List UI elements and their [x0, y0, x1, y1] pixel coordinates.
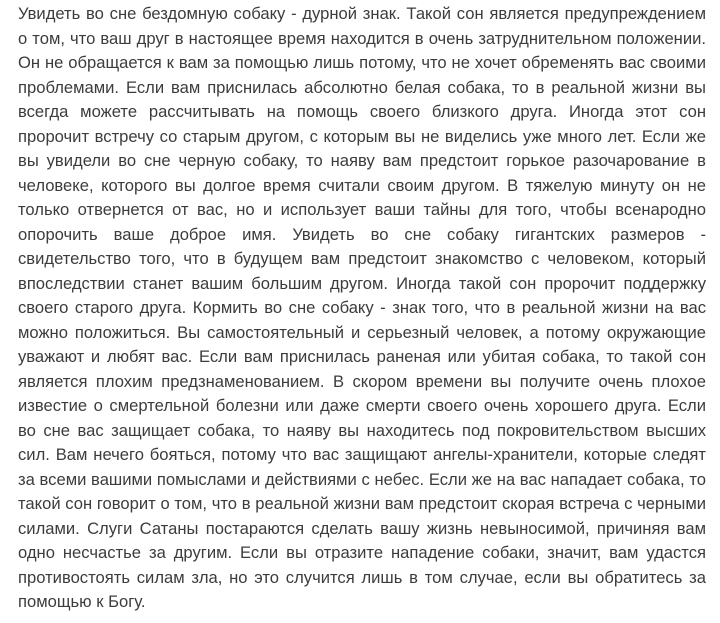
body-paragraph: Увидеть во сне бездомную собаку - дурной знак. Такой сон является предупреждением о том, что ваш друг в настоящее время находится в очень затруднительном положении. Он не обращается к вам за помощью лишь потому, что не хочет обременять вас своими проблемами. Если вам приснилась абсолютно белая собака, то в реальной жизни вы всегда можете рассчитывать на помощь своего близкого друга. Иногда этот сон пророчит встречу со старым другом, с которым вы не виделись уже много лет. Если же вы увидели во сне черную собаку, то наяву вам предстоит горькое разочарование в человеке, которого вы долгое время считали своим другом. В тяжелую минуту он не только отвернется от вас, но и использует ваши тайны для того, чтобы всенародно опорочить ваше доброе имя. Увидеть во сне собаку гигантских размеров - свидетельство того, что в будущем вам предстоит знакомство с человеком, который впоследствии станет вашим большим другом. Иногда такой сон пророчит поддержку своего старого друга. Кормить во сне собаку - знак того, что в реальной жизни на вас можно положиться. Вы самостоятельный и серьезный человек, а потому окружающие уважают и любят вас. Если вам приснилась раненая или убитая собака, то такой сон является плохим предзнаменованием. В скором времени вы получите очень плохое известие о смертельной болезни или даже смерти своего очень хорошего друга. Если во сне вас защищает собака, то наяву вы находитесь под покровительством высших сил. Вам нечего бояться, потому что вас защищают ангелы-хранители, которые следят за всеми вашими помыслами и действиями с небес. Если же на вас нападает собака, то такой сон говорит о том, что в реальной жизни вам предстоит скорая встреча с черными силами. Слуги Сатаны постараются сделать вашу жизнь невыносимой, причиняя вам одно несчастье за другим. Если вы отразите нападение собаки, значит, вам удастся противостоять силам зла, но это случится лишь в том случае, если вы обратитесь за помощью к Богу. [18, 4, 706, 611]
